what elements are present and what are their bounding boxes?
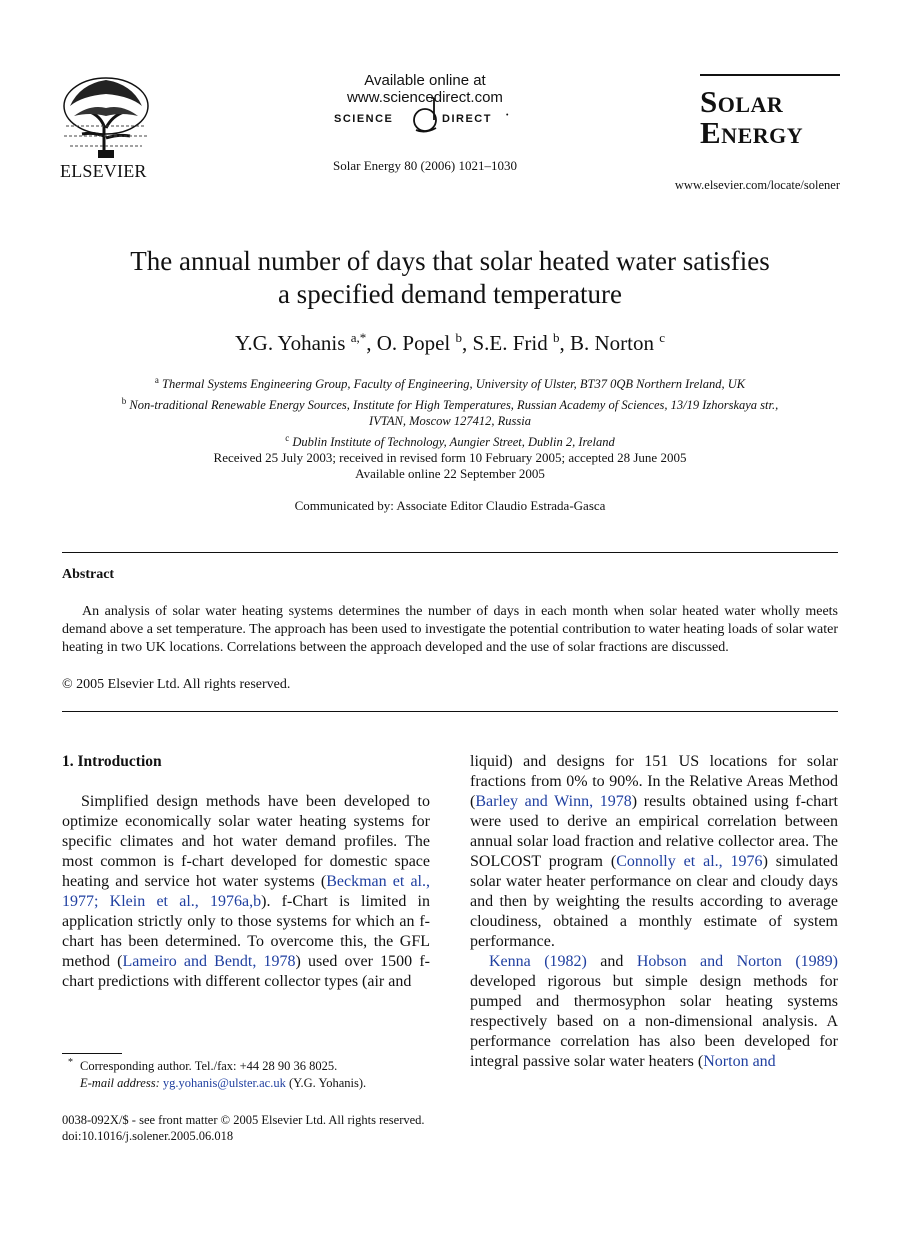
- affiliation-line: [60, 430, 840, 451]
- paragraph-text: liquid) and designs for 151 US locations for solar fractions from 0% to 90%. In the Relative Areas Method (: [470, 753, 838, 810]
- author-affiliation-marker[interactable]: a,*: [350, 330, 367, 345]
- right-column: [470, 752, 838, 1072]
- paragraph-text: ). f-Chart is limited in application strictly only to those systems for which an f-chart has been determined. To overcome this, the GFL method (: [62, 893, 430, 970]
- page-footer: [62, 1112, 425, 1144]
- corresponding-author: Corresponding author. Tel./fax: +44 28 90 36 8025.: [80, 1059, 338, 1073]
- paragraph-text: developed rigorous but simple design methods for pumped and thermosyphon solar heating systems respectively based on a non-dimensional analysis. A performance correlation has also been developed for integral passive solar water heaters (: [470, 973, 838, 1070]
- journal-title-line1: Solar: [700, 84, 784, 119]
- affiliation-line: [60, 372, 840, 393]
- affiliation-text: Dublin Institute of Technology, Aungier Street, Dublin 2, Ireland: [292, 434, 615, 449]
- paragraph: [470, 752, 838, 952]
- left-column: [62, 752, 430, 992]
- elsevier-logo: [60, 76, 155, 182]
- author-name: B. Norton: [570, 331, 654, 355]
- footnote-marker: *: [68, 1057, 73, 1068]
- abstract-top-rule: [62, 552, 838, 553]
- section-heading: 1. Introduction: [62, 753, 162, 770]
- affiliation-text: IVTAN, Moscow 127412, Russia: [369, 414, 531, 429]
- journal-title-line2: Energy: [700, 115, 804, 150]
- author-list: Y.G. Yohanis $^{a,*}$, O. Popel $^b$, S.E. Frid $^b$, B. Norton $^c$: [234, 330, 666, 355]
- article-dates: [60, 450, 840, 482]
- received-dates: Received 25 July 2003; received in revised form 10 February 2005; accepted 28 June 2005: [213, 450, 687, 465]
- author-affiliation-marker[interactable]: c: [659, 330, 666, 345]
- title-line1: The annual number of days that solar heated water satisfies: [130, 246, 770, 276]
- affiliation-marker: b: [121, 395, 127, 406]
- footnote-rule: [62, 1053, 122, 1054]
- affiliation-text: Thermal Systems Engineering Group, Faculty of Engineering, University of Ulster, BT37 0QB Northern Ireland, UK: [162, 377, 746, 392]
- email-link[interactable]: yg.yohanis@ulster.ac.uk: [162, 1075, 286, 1090]
- abstract-heading: Abstract: [62, 567, 115, 582]
- affiliation-marker: a: [154, 375, 159, 385]
- sciencedirect-logo: [330, 96, 520, 136]
- affiliation-line: [60, 413, 840, 430]
- citation-link[interactable]: Hobson and Norton (1989): [636, 953, 838, 970]
- article-title: [60, 245, 840, 311]
- affiliation-list: [60, 372, 840, 450]
- journal-title: [700, 74, 840, 148]
- paragraph: [62, 792, 430, 992]
- citation-link[interactable]: Lameiro and Bendt, 1978: [122, 953, 296, 970]
- sciencedirect-d-icon: [414, 98, 436, 132]
- footnote: [62, 1058, 430, 1091]
- sd-right-text: DIRECT: [442, 113, 492, 125]
- journal-header: [60, 70, 840, 200]
- available-online-text[interactable]: Available online at www.sciencedirect.com: [347, 72, 503, 106]
- title-line2: a specified demand temperature: [277, 279, 623, 309]
- communicated-by: Communicated by: Associate Editor Claudio Estrada-Gasca: [294, 498, 606, 513]
- abstract-text: An analysis of solar water heating systems determines the number of days in each month when solar heated water wholly meets demand above a set temperature. The approach has been used to investigate the potential contribution to water heating loads of solar water heating in two UK locations. Correlations between the approach developed and the use of solar fractions are discussed.: [62, 604, 838, 656]
- affiliation-text: Non-traditional Renewable Energy Sources, Institute for High Temperatures, Russian Academy of Sciences, 13/19 Izhorskaya str.,: [129, 397, 779, 412]
- available-online-date: Available online 22 September 2005: [355, 466, 545, 481]
- elsevier-tree-icon: [60, 76, 152, 160]
- issn-line: 0038-092X/$ - see front matter © 2005 Elsevier Ltd. All rights reserved.: [62, 1113, 425, 1127]
- citation-link[interactable]: Connolly et al., 1976: [616, 853, 763, 870]
- journal-reference: Solar Energy 80 (2006) 1021–1030: [333, 158, 517, 173]
- citation-link[interactable]: Norton and: [703, 1053, 776, 1070]
- email-label: E-mail address:: [80, 1075, 160, 1090]
- author-affiliation-marker[interactable]: b: [553, 330, 560, 345]
- author-affiliation-marker[interactable]: b: [455, 330, 462, 345]
- paragraph-text: ) simulated solar water heater performance on clear and cloudy days and then by weighting the results according to average cloudiness, obtained a monthly estimate of system performance.: [470, 853, 839, 950]
- paragraph-text: ) used over 1500 f-chart predictions with different collector types (air and: [62, 953, 430, 990]
- paragraph-text: ) results obtained using f-chart were used to derive an empirical correlation between annual solar load fraction and relative collector area. The SOLCOST program (: [470, 793, 839, 870]
- citation-link[interactable]: Beckman et al., 1977; Klein et al., 1976a,b: [62, 873, 430, 910]
- sd-left-text: SCIENCE: [334, 113, 394, 125]
- svg-text:•: •: [506, 112, 509, 119]
- author-name: S.E. Frid: [472, 331, 548, 355]
- paragraph: [470, 952, 838, 1072]
- affiliation-line: [60, 393, 840, 414]
- publisher-name: ELSEVIER: [60, 161, 147, 181]
- journal-url-link[interactable]: www.elsevier.com/locate/solener: [674, 178, 840, 192]
- author-name: Y.G. Yohanis: [234, 331, 346, 355]
- author-name: O. Popel: [376, 331, 451, 355]
- abstract-copyright: © 2005 Elsevier Ltd. All rights reserved.: [62, 677, 291, 692]
- affiliation-marker: c: [285, 432, 290, 443]
- citation-link[interactable]: Kenna (1982): [489, 953, 587, 970]
- doi-line: doi:10.1016/j.solener.2005.06.018: [62, 1129, 234, 1143]
- paragraph-text: and: [586, 953, 637, 970]
- abstract-bottom-rule: [62, 711, 838, 712]
- email-suffix: (Y.G. Yohanis).: [285, 1075, 367, 1090]
- citation-link[interactable]: Barley and Winn, 1978: [475, 793, 632, 810]
- paragraph-text: Simplified design methods have been developed to optimize economically solar water heating systems for specific climates and hot water demand profiles. The most common is f-chart developed for domestic space heating and service hot water systems (: [62, 793, 430, 890]
